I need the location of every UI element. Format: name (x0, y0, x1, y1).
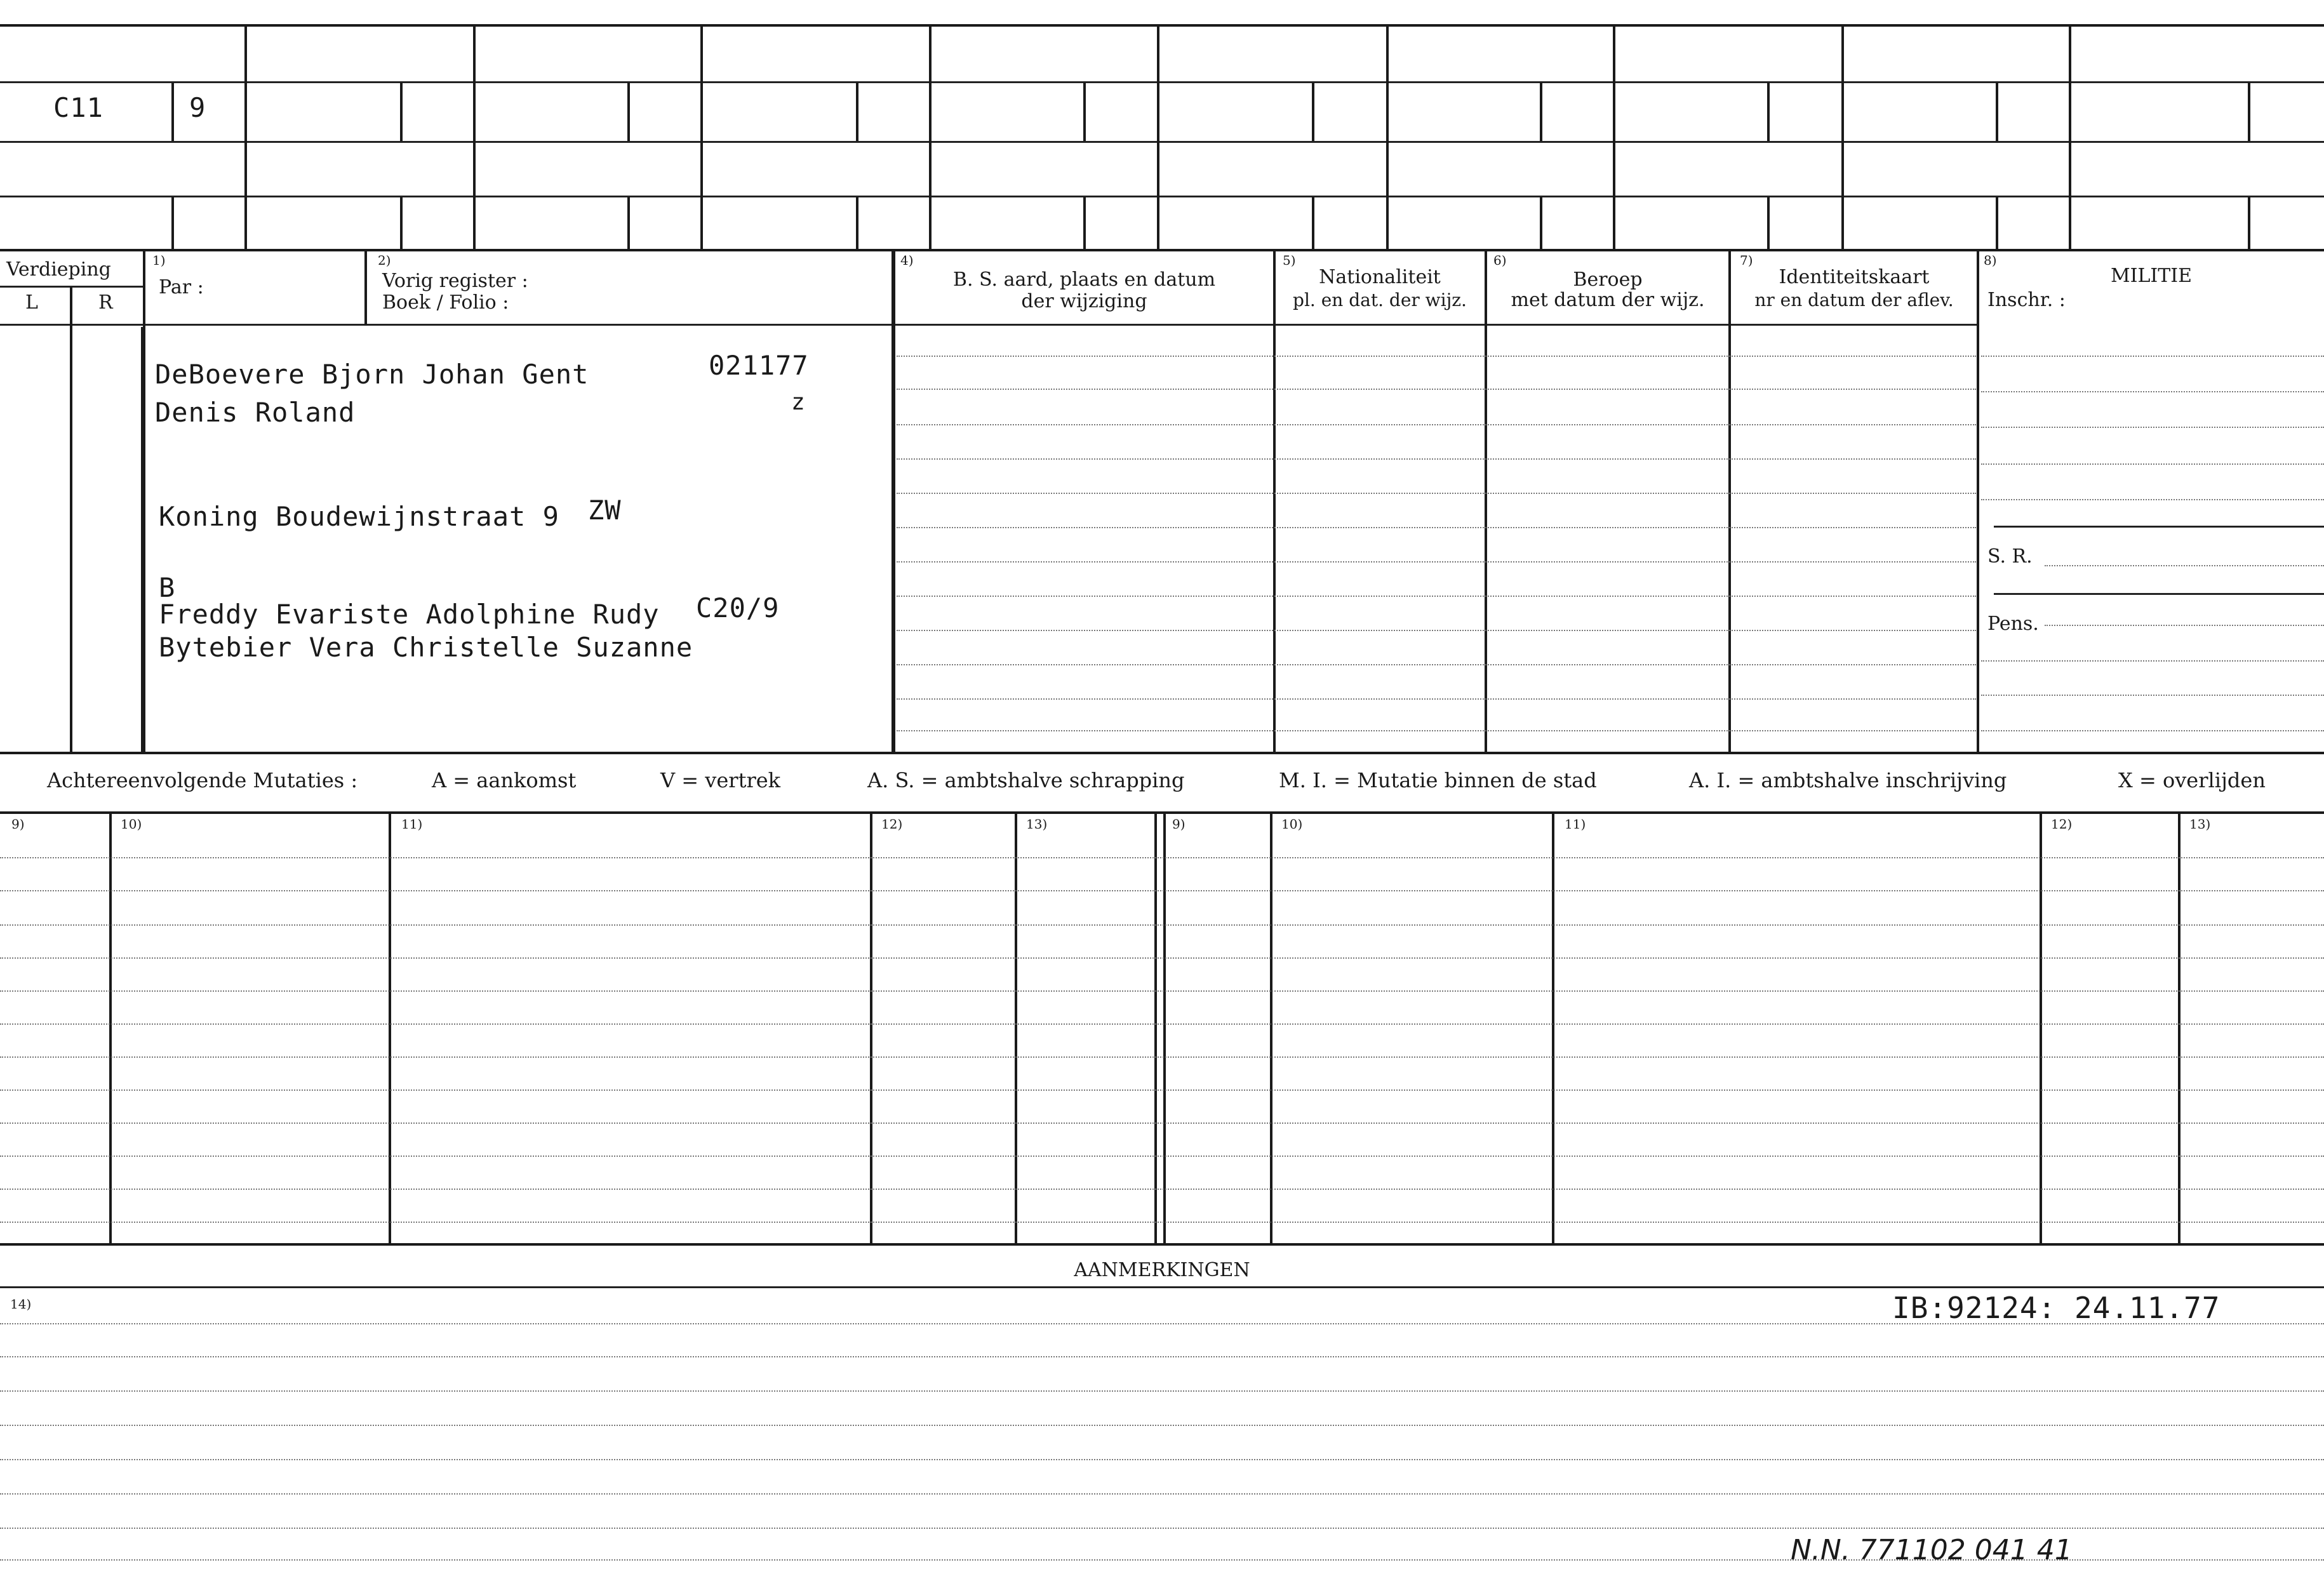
boek-folio-label: Boek / Folio : (382, 291, 509, 314)
field-number: 8) (1984, 253, 1997, 268)
divider (1015, 813, 1017, 1243)
identiteit-label-1: Identiteitskaart (1779, 266, 1930, 288)
column-number: 11) (401, 816, 423, 832)
divider (700, 25, 703, 249)
divider (244, 25, 247, 249)
divider (0, 141, 2324, 143)
beroep-label-2: met datum der wijz. (1511, 289, 1705, 311)
verdieping-label: Verdieping (6, 258, 111, 281)
divider (1977, 250, 1979, 753)
divider (171, 197, 174, 249)
beroep-label-1: Beroep (1573, 269, 1643, 291)
pens-label: Pens. (1987, 613, 2039, 635)
divider (109, 813, 112, 1243)
divider (0, 1286, 2324, 1288)
vorig-register-label: Vorig register : (382, 270, 528, 292)
divider (1728, 250, 1731, 753)
divider (1767, 197, 1770, 249)
legend-mi: M. I. = Mutatie binnen de stad (1279, 768, 1597, 792)
column-number: 13) (2189, 816, 2211, 832)
top-code: C11 (53, 92, 104, 123)
address-zone: ZW (588, 495, 622, 526)
divider (70, 287, 72, 752)
ref-code: C20/9 (696, 592, 780, 623)
divider (1613, 25, 1615, 249)
nationaliteit-label-1: Nationaliteit (1319, 266, 1441, 288)
par-label: Par : (159, 276, 204, 298)
bs-label-1: B. S. aard, plaats en datum (952, 269, 1216, 291)
divider (0, 249, 2324, 251)
divider (1996, 197, 1998, 249)
divider (892, 250, 895, 753)
divider (2248, 83, 2250, 141)
column-number: 13) (1026, 816, 1048, 832)
sr-label: S. R. (1987, 545, 2033, 568)
divider (1552, 813, 1554, 1243)
divider (171, 83, 174, 141)
divider (1163, 813, 1166, 1243)
divider (1154, 813, 1157, 1243)
divider (0, 196, 2324, 197)
divider (0, 752, 2324, 754)
divider (856, 83, 858, 141)
col-r-label: R (98, 291, 113, 314)
field-number: 6) (1493, 253, 1507, 268)
bs-label-2: der wijziging (1021, 290, 1147, 312)
legend-as: A. S. = ambtshalve schrapping (867, 768, 1185, 792)
divider (856, 197, 858, 249)
divider (2040, 813, 2042, 1243)
legend-ai: A. I. = ambtshalve inschrijving (1689, 768, 2007, 792)
field-number: 14) (10, 1296, 32, 1312)
nationaliteit-label-2: pl. en dat. der wijz. (1293, 290, 1467, 310)
person-name-line1: DeBoevere Bjorn Johan Gent (155, 359, 589, 390)
divider (0, 1243, 2324, 1246)
divider (929, 25, 932, 249)
divider (1994, 593, 2324, 595)
identiteit-label-2: nr en datum der aflev. (1754, 290, 1954, 310)
divider (1767, 83, 1770, 141)
parent-line1: Freddy Evariste Adolphine Rudy (159, 599, 660, 630)
divider (870, 813, 872, 1243)
divider (1994, 526, 2324, 528)
top-border (0, 24, 2324, 27)
divider (627, 83, 630, 141)
divider (1273, 250, 1276, 753)
divider (0, 324, 1978, 326)
legend-a: A = aankomst (432, 768, 577, 792)
field-number: 2) (378, 253, 391, 268)
nn-number: N.N. 771102 041 41 (1791, 1534, 2073, 1566)
divider (400, 197, 403, 249)
marker: B (159, 572, 176, 603)
divider (1540, 197, 1542, 249)
birth-code: 021177 (709, 350, 809, 381)
divider (1083, 197, 1086, 249)
divider (627, 197, 630, 249)
divider (2248, 197, 2250, 249)
legend-title: Achtereenvolgende Mutaties : (47, 768, 358, 792)
person-name-line2: Denis Roland (155, 397, 356, 428)
remarks-title: AANMERKINGEN (1074, 1259, 1250, 1281)
ib-stamp: IB:92124: 24.11.77 (1892, 1291, 2220, 1325)
divider (364, 250, 367, 325)
divider (1485, 250, 1487, 753)
divider (2178, 813, 2180, 1243)
top-number: 9 (189, 92, 206, 123)
column-number: 9) (1172, 816, 1185, 832)
divider (1386, 25, 1389, 249)
divider (1312, 83, 1314, 141)
legend-v: V = vertrek (660, 768, 781, 792)
divider (141, 327, 145, 752)
divider (2069, 25, 2071, 249)
divider (389, 813, 391, 1243)
militie-label: MILITIE (2110, 265, 2193, 287)
parent-line2: Bytebier Vera Christelle Suzanne (159, 632, 693, 663)
column-number: 12) (881, 816, 903, 832)
divider (400, 83, 403, 141)
divider (0, 81, 2324, 83)
column-number: 12) (2051, 816, 2073, 832)
column-number: 9) (11, 816, 25, 832)
divider (1996, 83, 1998, 141)
inschr-label: Inschr. : (1987, 289, 2066, 311)
legend-x: X = overlijden (2118, 768, 2266, 792)
column-number: 11) (1565, 816, 1586, 832)
column-number: 10) (1281, 816, 1303, 832)
field-number: 4) (900, 253, 914, 268)
field-number: 1) (152, 253, 166, 268)
field-number: 7) (1740, 253, 1753, 268)
divider (0, 811, 2324, 814)
divider (1083, 83, 1086, 141)
divider (1540, 83, 1542, 141)
divider (1157, 25, 1159, 249)
divider (473, 25, 476, 249)
address: Koning Boudewijnstraat 9 (159, 501, 559, 532)
field-number: 5) (1283, 253, 1296, 268)
divider (1312, 197, 1314, 249)
divider (1841, 25, 1844, 249)
divider (1270, 813, 1272, 1243)
birth-suffix: z (791, 389, 806, 415)
col-l-label: L (25, 291, 38, 314)
column-number: 10) (121, 816, 142, 832)
